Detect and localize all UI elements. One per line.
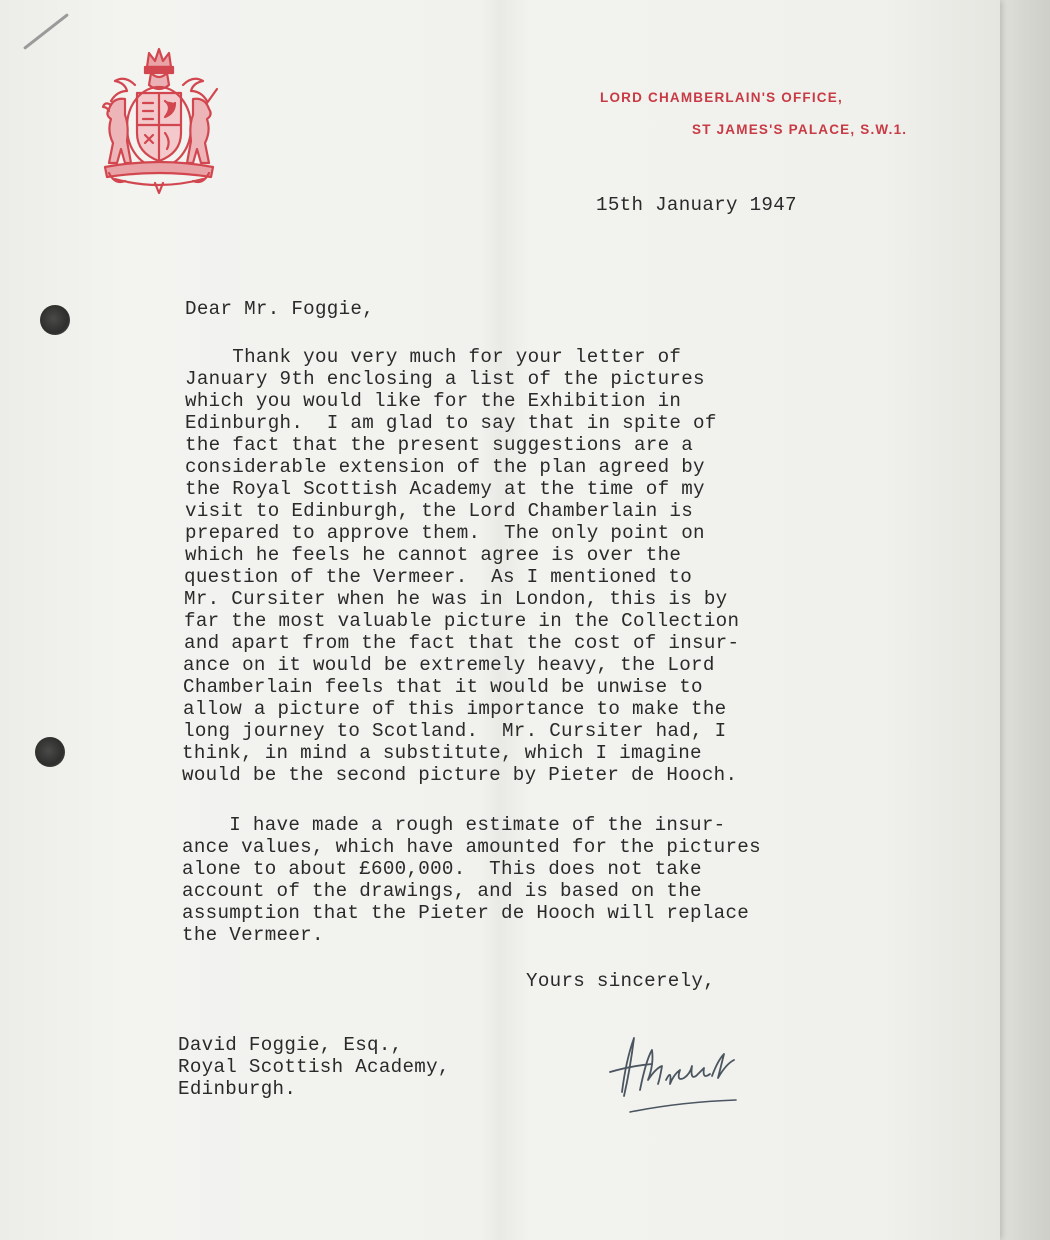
punch-hole <box>40 305 70 335</box>
body-line: visit to Edinburgh, the Lord Chamberlain is <box>185 500 694 522</box>
royal-coat-of-arms-icon <box>95 45 223 195</box>
body-line: prepared to approve them. The only point on <box>185 522 705 544</box>
body-line: Chamberlain feels that it would be unwise to <box>183 676 703 698</box>
body-line: ance values, which have amounted for the pictures <box>182 836 761 858</box>
body-line: the Vermeer. <box>182 924 324 946</box>
salutation: Dear Mr. Foggie, <box>185 298 375 320</box>
body-line: which you would like for the Exhibition in <box>185 390 682 412</box>
closing: Yours sincerely, <box>526 970 716 992</box>
body-line: assumption that the Pieter de Hooch will replace <box>182 902 750 924</box>
letter-date: 15th January 1947 <box>596 194 797 216</box>
body-line: think, in mind a substitute, which I imagine <box>182 742 702 764</box>
body-line: allow a picture of this importance to make the <box>183 698 727 720</box>
punch-hole <box>35 737 65 767</box>
body-line: January 9th enclosing a list of the pictures <box>185 368 705 390</box>
body-line: considerable extension of the plan agreed by <box>185 456 705 478</box>
recipient-line: Royal Scottish Academy, <box>178 1056 450 1078</box>
body-line: would be the second picture by Pieter de Hooch. <box>182 764 738 786</box>
body-line: the Royal Scottish Academy at the time of my <box>185 478 705 500</box>
body-line: Edinburgh. I am glad to say that in spite of <box>185 412 717 434</box>
letterhead-address: ST JAMES'S PALACE, S.W.1. <box>692 122 908 137</box>
body-line: question of the Vermeer. As I mentioned to <box>184 566 693 588</box>
body-line: ance on it would be extremely heavy, the Lord <box>183 654 715 676</box>
body-line: alone to about £600,000. This does not take <box>182 858 702 880</box>
body-line: Thank you very much for your letter of <box>185 346 682 368</box>
body-line: long journey to Scotland. Mr. Cursiter had, I <box>183 720 727 742</box>
recipient-line: David Foggie, Esq., <box>178 1034 403 1056</box>
body-line: and apart from the fact that the cost of insur- <box>184 632 740 654</box>
body-line: Mr. Cursiter when he was in London, this is by <box>184 588 728 610</box>
body-line: account of the drawings, and is based on the <box>182 880 702 902</box>
body-line: far the most valuable picture in the Collection <box>184 610 740 632</box>
handwritten-signature <box>600 1020 750 1120</box>
body-line: which he feels he cannot agree is over the <box>185 544 682 566</box>
body-line: the fact that the present suggestions are a <box>185 434 694 456</box>
staple <box>23 13 69 50</box>
letterhead-office: LORD CHAMBERLAIN'S OFFICE, <box>600 90 843 105</box>
recipient-line: Edinburgh. <box>178 1078 297 1100</box>
body-line: I have made a rough estimate of the insur- <box>182 814 726 836</box>
